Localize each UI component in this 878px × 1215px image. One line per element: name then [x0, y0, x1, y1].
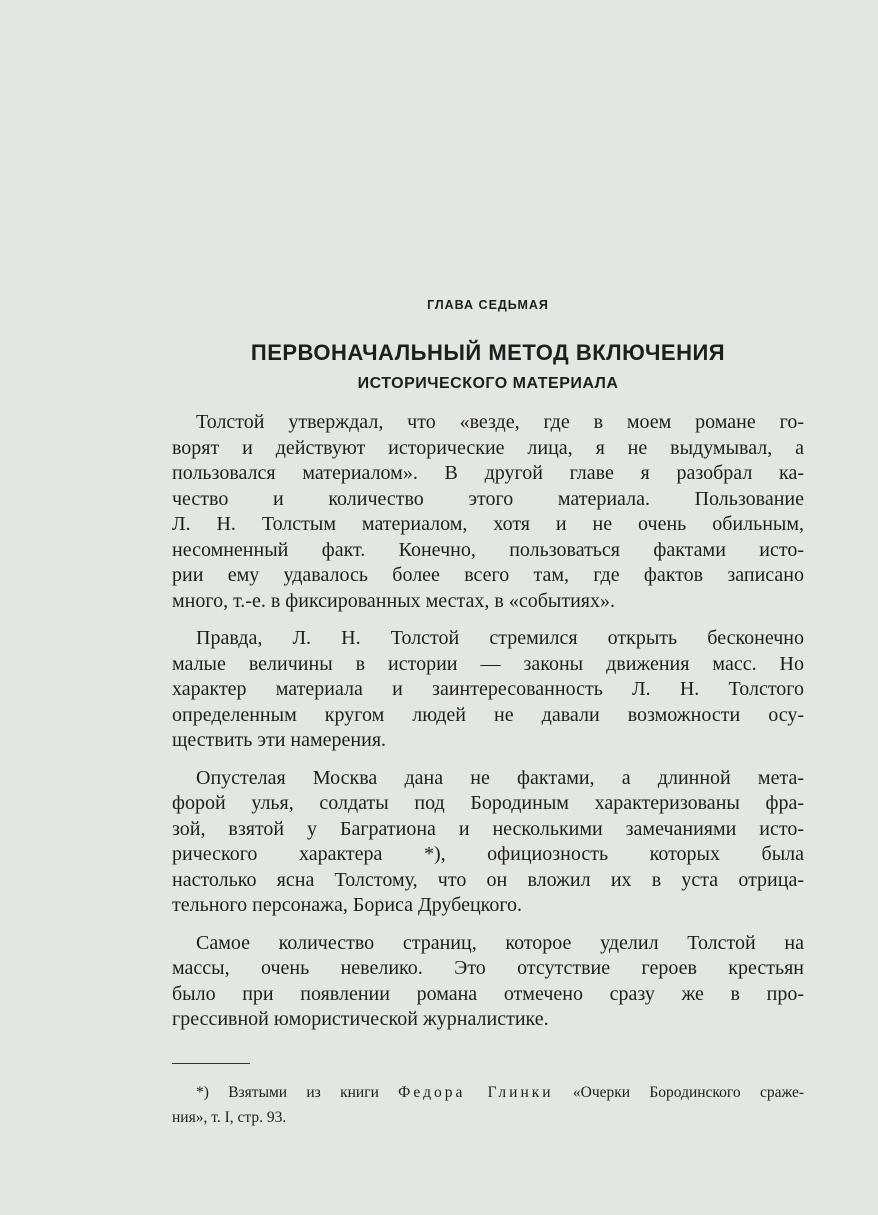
text-line: тельного персонажа, Бориса Друбецкого. [172, 894, 523, 916]
footnote-text: *) Взятыми из книги [196, 1084, 399, 1101]
text-line: рии ему удавалось более всего там, где фактов записано [172, 564, 804, 586]
text-line: Правда, Л. Н. Толстой стремился открыть бесконечно [196, 627, 804, 649]
footnote [172, 1080, 804, 1130]
text-line: несомненный факт. Конечно, пользоваться фактами исто- [172, 538, 804, 561]
text-line: определенным кругом людей не давали возможности осу- [172, 703, 804, 726]
text-line: пользовался материалом». В другой главе я разобрал ка- [172, 462, 804, 484]
paragraph [172, 626, 804, 754]
text-line: Опустелая Москва дана не фактами, а длинной мета- [196, 766, 804, 789]
text-line: характер материала и заинтересованность Л. Н. Толстого [172, 678, 804, 700]
text-line: форой улья, солдаты под Бородиным характеризованы фра- [172, 792, 804, 814]
text-line: Самое количество страниц, которое уделил Толстой на [196, 931, 804, 954]
text-line: чество и количество этого материала. Пользование [172, 487, 804, 510]
chapter-title: ПЕРВОНАЧАЛЬНЫЙ МЕТОД ВКЛЮЧЕНИЯ [250, 340, 726, 365]
text-line: малые величины в истории — законы движения масс. Но [172, 652, 804, 675]
text-line: ворят и действуют исторические лица, я не выдумывал, а [172, 436, 804, 459]
text-line: ществить эти намерения. [172, 729, 387, 751]
paragraph [172, 410, 804, 614]
text-line: много, т.-е. в фиксированных местах, в «событиях». [172, 589, 615, 612]
text-line: Толстой утверждал, что «везде, где в моем романе го- [196, 411, 804, 433]
paragraph [172, 766, 804, 919]
chapter-label: ГЛАВА СЕДЬМАЯ [427, 298, 549, 312]
text-line: рического характера *), официозность которых была [172, 843, 804, 865]
text-line: грессивной юмористической журналистике. [172, 1008, 549, 1030]
text-line: массы, очень невелико. Это отсутствие героев крестьян [172, 957, 804, 979]
text-line: было при появлении романа отмечено сразу же в про- [172, 982, 804, 1005]
chapter-subtitle: ИСТОРИЧЕСКОГО МАТЕРИАЛА [357, 375, 619, 392]
footnote-text: «Очерки Бородинского сраже- [553, 1084, 804, 1101]
book-page [172, 0, 804, 1215]
paragraph [172, 931, 804, 1033]
footnote-line [172, 1080, 804, 1105]
text-line: Л. Н. Толстым материалом, хотя и не очень обильным, [172, 513, 804, 535]
footnote-divider [172, 1063, 250, 1064]
footnote-author: Федора Глинки [398, 1084, 554, 1101]
text-line: настолько ясна Толстому, что он вложил их в уста отрица- [172, 868, 804, 891]
footnote-line: ния», т. I, стр. 93. [172, 1109, 287, 1126]
text-line: зой, взятой у Багратиона и несколькими замечаниями исто- [172, 817, 804, 840]
body-text [172, 410, 804, 1033]
